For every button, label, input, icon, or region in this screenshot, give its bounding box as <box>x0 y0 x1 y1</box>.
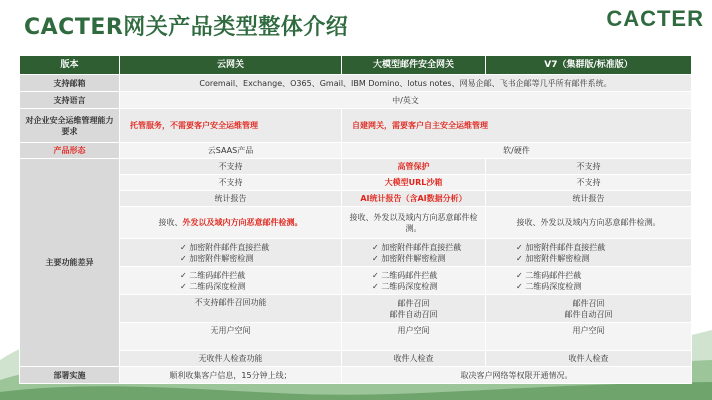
cell: 不支持 <box>486 159 692 175</box>
cell: 托管服务，不需要客户安全运维管理 <box>120 109 342 143</box>
check-item: ✓ 二维码邮件拦截 <box>372 270 438 280</box>
cell: 云SAAS产品 <box>120 143 342 159</box>
table-row <box>20 109 692 143</box>
cell <box>486 267 692 295</box>
row-label: 支持邮箱 <box>20 75 120 92</box>
table-row <box>20 239 692 267</box>
cell: 接收、外发以及域内方向恶意邮件检测。 <box>486 207 692 239</box>
header-v7: V7（集群版/标准版） <box>486 56 692 75</box>
cell-text: 接收、 <box>158 218 183 227</box>
cell: 自建网关，需要客户自主安全运维管理 <box>342 109 692 143</box>
table-row <box>20 175 692 191</box>
cell: 不支持 <box>120 175 342 191</box>
page-title: CACTER网关产品类型整体介绍 <box>24 15 349 40</box>
cell: Coremail、Exchange、O365、Gmail、IBM Domino、lotus notes、网易企邮、飞书企邮等几乎所有邮件系统。 <box>120 75 692 92</box>
cell: 软/硬件 <box>342 143 692 159</box>
table-row <box>20 143 692 159</box>
row-label: 产品形态 <box>20 143 120 159</box>
check-item: ✓ 加密附件邮件直接拦截 <box>516 242 606 252</box>
table-row <box>20 351 692 367</box>
cell: 接收、外发以及域内方向恶意邮件检测。 <box>342 207 486 239</box>
cell-line: 邮件召回 <box>397 298 430 308</box>
cell: 不支持 <box>120 159 342 175</box>
table-row <box>20 75 692 92</box>
check-item: ✓ 二维码深度检测 <box>372 281 438 291</box>
cell: 不支持邮件召回功能 <box>120 295 342 323</box>
cell: 中/英文 <box>120 92 692 109</box>
cell: 取决客户网络等权限开通情况。 <box>342 367 692 384</box>
check-item: ✓ 二维码深度检测 <box>180 281 246 291</box>
cell <box>486 295 692 323</box>
table-row <box>20 159 692 175</box>
cell: 用户空间 <box>342 323 486 351</box>
cell: AI统计报告（含AI数据分析） <box>342 191 486 207</box>
cell <box>486 239 692 267</box>
row-label: 对企业安全运维管理能力要求 <box>20 109 120 143</box>
comparison-table <box>19 55 692 384</box>
cell <box>342 295 486 323</box>
row-label: 主要功能差异 <box>20 159 120 367</box>
cell: 不支持 <box>486 175 692 191</box>
header-cloud: 云网关 <box>120 56 342 75</box>
check-item: ✓ 加密附件邮件直接拦截 <box>180 242 270 252</box>
check-item: ✓ 二维码深度检测 <box>516 281 582 291</box>
cell <box>120 239 342 267</box>
table-row <box>20 207 692 239</box>
check-item: ✓ 二维码邮件拦截 <box>180 270 246 280</box>
table-row <box>20 267 692 295</box>
cell <box>120 207 342 239</box>
cell-line: 邮件召回 <box>572 298 605 308</box>
check-item: ✓ 加密附件解密检测 <box>516 253 590 263</box>
table-row <box>20 323 692 351</box>
cell <box>342 239 486 267</box>
header-version: 版本 <box>20 56 120 75</box>
cell: 无收件人检查功能 <box>120 351 342 367</box>
cell: 高管保护 <box>342 159 486 175</box>
cell: 顺利收集客户信息，15分钟上线； <box>120 367 342 384</box>
row-label: 部署实施 <box>20 367 120 384</box>
cell: 用户空间 <box>486 323 692 351</box>
table-row <box>20 295 692 323</box>
cacter-logo: CACTER <box>606 6 704 31</box>
cell: 收件人检查 <box>342 351 486 367</box>
table-row <box>20 92 692 109</box>
cell-text-highlight: 外发以及域内方向恶意邮件检测。 <box>182 218 303 227</box>
cell <box>342 267 486 295</box>
cell: 无用户空间 <box>120 323 342 351</box>
check-item: ✓ 加密附件解密检测 <box>180 253 254 263</box>
row-label: 支持语言 <box>20 92 120 109</box>
cell: 大模型URL沙箱 <box>342 175 486 191</box>
header-llm: 大模型邮件安全网关 <box>342 56 486 75</box>
table-row <box>20 367 692 384</box>
check-item: ✓ 二维码邮件拦截 <box>516 270 582 280</box>
cell-line: 邮件自动召回 <box>389 309 438 319</box>
cell-line: 邮件自动召回 <box>564 309 613 319</box>
cell: 统计报告 <box>120 191 342 207</box>
table-header-row <box>20 56 692 75</box>
check-item: ✓ 加密附件解密检测 <box>372 253 446 263</box>
cell: 统计报告 <box>486 191 692 207</box>
cell: 收件人检查 <box>486 351 692 367</box>
check-item: ✓ 加密附件邮件直接拦截 <box>372 242 462 252</box>
cell <box>120 267 342 295</box>
table-row <box>20 191 692 207</box>
